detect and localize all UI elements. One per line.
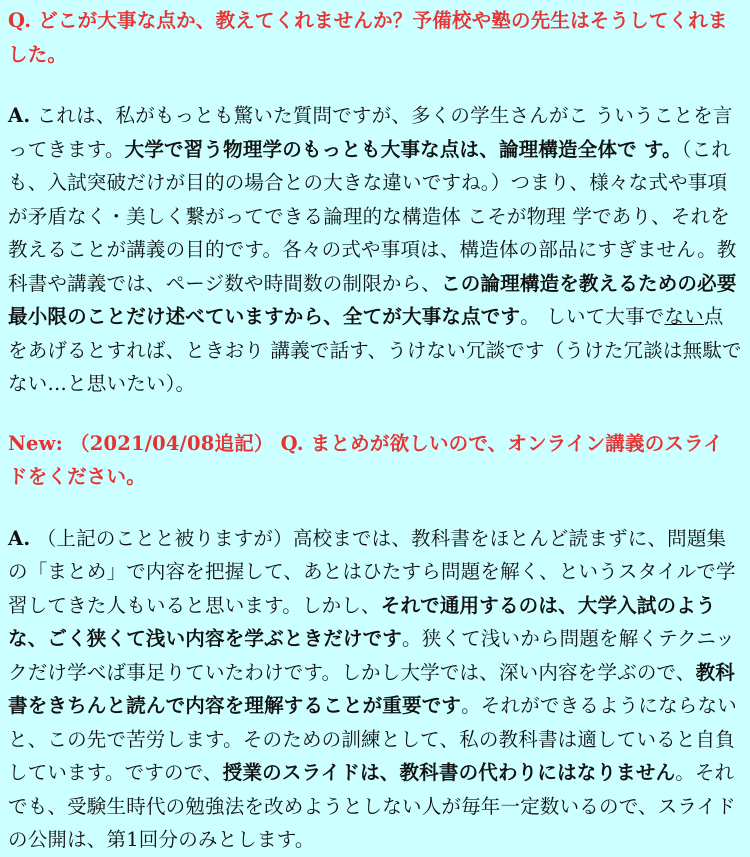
faq-question-2: New: （2021/04/08追記） Q. まとめが欲しいので、オンライン講義のスライドをください。 (8, 431, 723, 488)
answer-text: 。狭くて浅いから問題を解くテクニックだけ学べば事足りていたわけです。しかし大学では、深い内容を学ぶので、 (8, 627, 735, 684)
answer-text: （これも、入試突破だけが目的の場合との大きな違いですね。）つまり、様々な式や事項が矛盾なく・美しく繋がってできる論理的な構造体 こそが物理 学であり、それを教えることが講義の目的です。各々の式や事項は、構造体の部品にすぎません。教科書や講義では、ページ数や時間数の制限から、 (8, 137, 737, 295)
answer-text: 。 しいて大事で (520, 305, 665, 328)
answer-label: A. (8, 526, 31, 550)
answer-emphasis: この論理構造を教えるための必要最小限のことだけ述べていますから、全てが大事な点です (8, 271, 737, 328)
answer-text: 点をあげるとすれば、ときおり 講義で話す、うけない冗談です（うけた冗談は無駄でない…と思いたい）。 (8, 305, 742, 395)
answer-text: 。それができるようにならないと、この先で苦労します。そのための訓練として、私の教科書は適していると自負しています。ですので、 (8, 694, 737, 784)
answer-label: A. (8, 104, 31, 127)
faq-answer-1 (8, 99, 742, 401)
answer-emphasis: 大学で習う物理学のもっとも大事な点は、論理構造全体で す。 (124, 137, 682, 161)
faq-answer-2 (8, 522, 742, 857)
answer-text: （上記のことと被りますが）高校までは、教科書をほとんど読まずに、問題集の「まとめ」で内容を把握して、あとはひたすら問題を解く、というスタイルで学習してきた人もいると思います。しかし、 (8, 526, 736, 617)
answer-underlined-text: ない (664, 305, 704, 328)
answer-emphasis: それで通用するのは、大学入試のような、ごく狭くて浅い内容を学ぶときだけです (8, 593, 716, 650)
answer-text: これは、私がもっとも驚いた質問ですが、多くの学生さんがこ ういうことを言ってきます。 (8, 104, 733, 161)
answer-emphasis: 授業のスライドは、教科書の代わりにはなりません (222, 761, 676, 784)
answer-text: 。それでも、受験生時代の勉強法を改めようとしない人が毎年一定数いるので、スライドの公開は、第1回分のみとします。 (8, 761, 736, 851)
faq-question-1: Q. どこが大事な点か、教えてくれませんか？予備校や塾の先生はそうしてくれました。 (8, 9, 728, 66)
section-spacer (8, 401, 742, 427)
answer-emphasis: 教科書をきちんと読んで内容を理解することが重要です (8, 660, 735, 717)
